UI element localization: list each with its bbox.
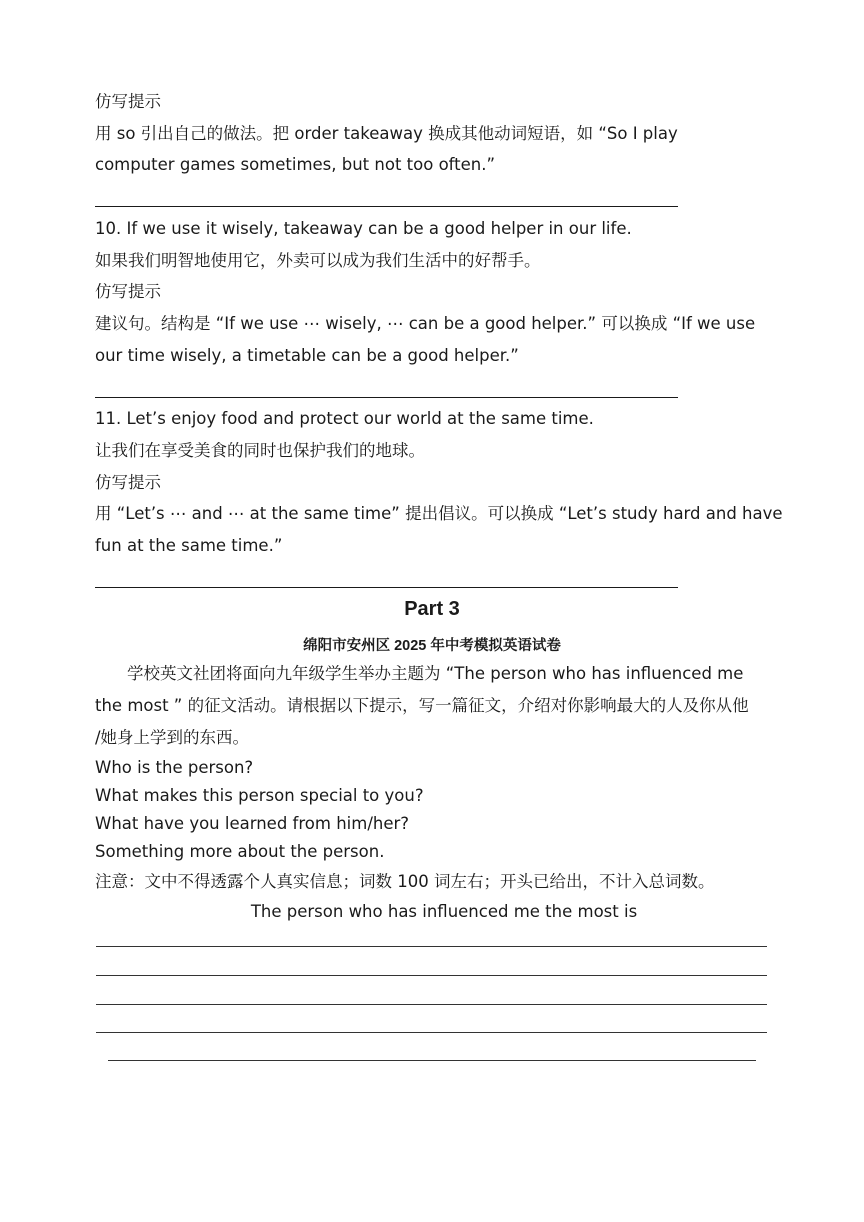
answer-line[interactable] xyxy=(95,397,678,398)
sentence-translation: 如果我们明智地使用它，外卖可以成为我们生活中的好帮手。 xyxy=(95,251,541,270)
hint-label: 仿写提示 xyxy=(95,282,161,301)
guide-question: What makes this person special to you? xyxy=(95,786,424,805)
essay-opening: The person who has influenced me the most is xyxy=(250,902,638,921)
part-title: Part 3 xyxy=(404,598,460,620)
hint-text: computer games sometimes, but not too often.” xyxy=(95,155,496,174)
hint-label: 仿写提示 xyxy=(95,473,161,492)
writing-prompt: 学校英文社团将面向九年级学生举办主题为 “The person who has influenced me xyxy=(127,664,744,683)
hint-text: 用 “Let’s ⋯ and ⋯ at the same time” 提出倡议。可以换成 “Let’s study hard and have xyxy=(95,504,783,523)
essay-writing-line[interactable] xyxy=(96,975,767,976)
writing-prompt: /她身上学到的东西。 xyxy=(95,728,250,747)
writing-prompt: the most ” 的征文活动。请根据以下提示，写一篇征文，介绍对你影响最大的人及你从他 xyxy=(95,696,749,715)
example-sentence: 11. Let’s enjoy food and protect our world at the same time. xyxy=(95,409,594,428)
writing-note: 注意：文中不得透露个人真实信息；词数 100 词左右；开头已给出，不计入总词数。 xyxy=(95,872,715,891)
answer-line[interactable] xyxy=(95,206,678,207)
answer-line[interactable] xyxy=(95,587,678,588)
essay-writing-line[interactable] xyxy=(96,1004,767,1005)
essay-writing-line[interactable] xyxy=(108,1060,756,1061)
guide-question: Something more about the person. xyxy=(95,842,385,861)
hint-label: 仿写提示 xyxy=(95,92,161,111)
essay-writing-line[interactable] xyxy=(96,1032,767,1033)
hint-text: 用 so 引出自己的做法。把 order takeaway 换成其他动词短语，如 “So I play xyxy=(95,124,678,143)
sentence-translation: 让我们在享受美食的同时也保护我们的地球。 xyxy=(95,441,425,460)
hint-text: fun at the same time.” xyxy=(95,536,283,555)
example-sentence: 10. If we use it wisely, takeaway can be a good helper in our life. xyxy=(95,219,632,238)
essay-writing-line[interactable] xyxy=(96,946,767,947)
hint-text: our time wisely, a timetable can be a good helper.” xyxy=(95,346,519,365)
guide-question: Who is the person? xyxy=(95,758,254,777)
hint-text: 建议句。结构是 “If we use ⋯ wisely, ⋯ can be a good helper.” 可以换成 “If we use xyxy=(95,314,756,333)
guide-question: What have you learned from him/her? xyxy=(95,814,410,833)
exam-subtitle: 绵阳市安州区 2025 年中考模拟英语试卷 xyxy=(303,638,561,654)
